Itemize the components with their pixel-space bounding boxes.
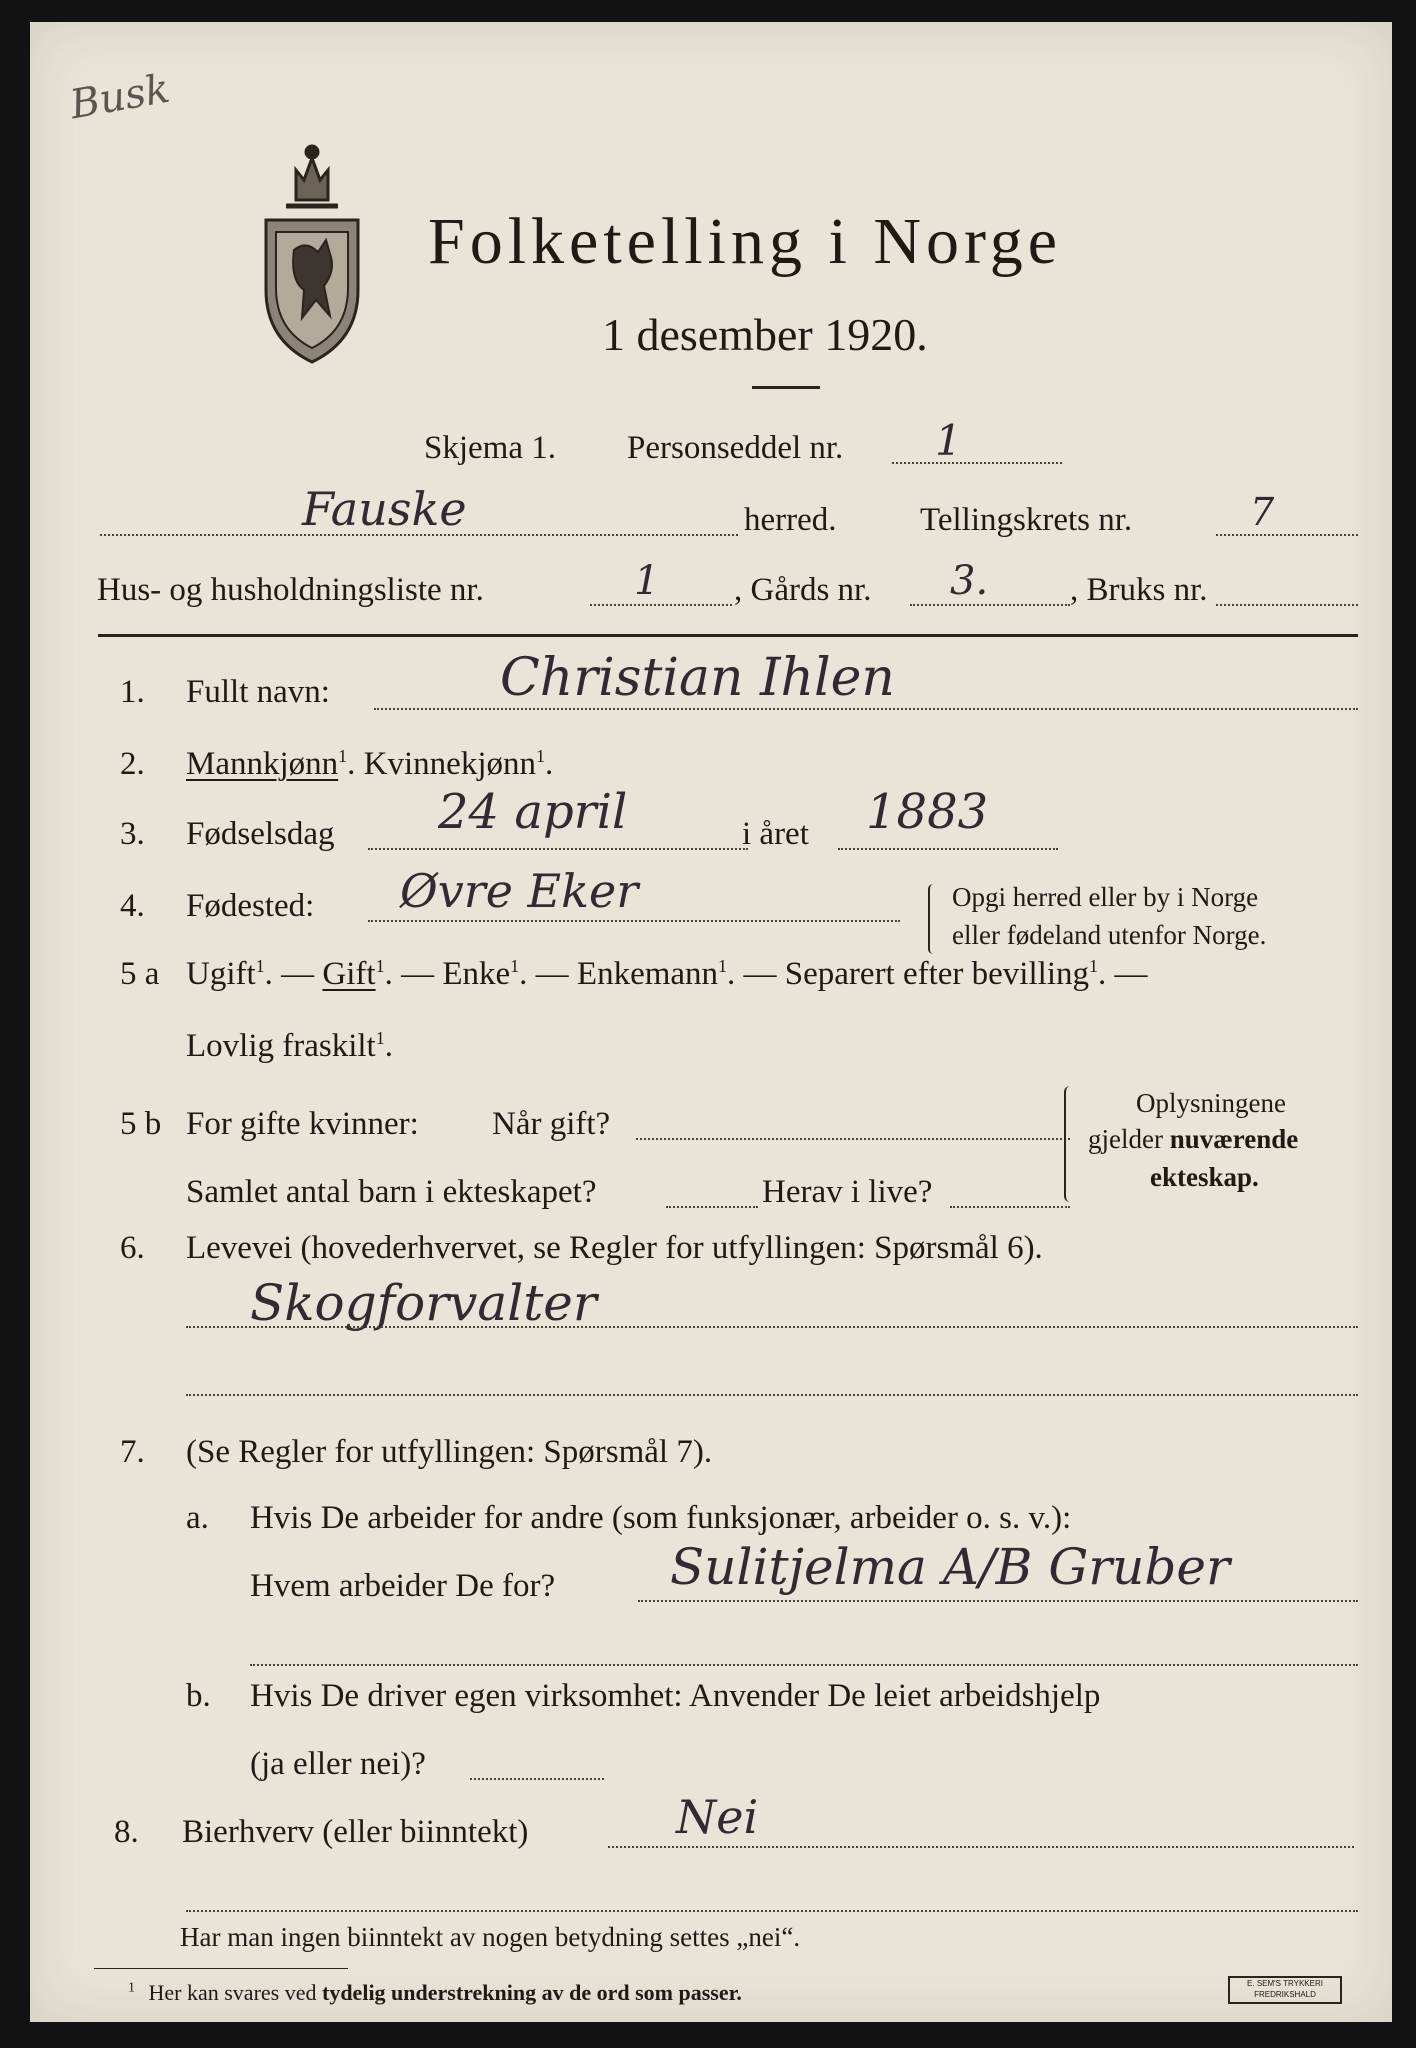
q7-label: (Se Regler for utfyllingen: Spørsmål 7).: [186, 1434, 713, 1470]
q7b-letter: b.: [186, 1678, 211, 1714]
employer-field-line-2: [250, 1664, 1358, 1666]
birth-year-value: 1883: [866, 784, 989, 840]
personseddel-value: 1: [935, 416, 962, 465]
separert-option: Separert efter bevilling: [784, 956, 1089, 992]
full-name-value: Christian Ihlen: [500, 648, 895, 708]
household-list-label: Hus- og husholdningsliste nr.: [97, 572, 484, 608]
q5a-number: 5 a: [120, 956, 160, 992]
census-date: 1 desember 1920.: [602, 309, 928, 360]
children-label: Samlet antal barn i ekteskapet?: [186, 1174, 597, 1210]
footnote-marker: 1: [255, 956, 265, 976]
q3-number: 3.: [120, 816, 145, 852]
naar-gift-field-line: [636, 1138, 1070, 1140]
footnote-marker: 1: [536, 746, 545, 766]
gift-option: Gift: [322, 956, 376, 992]
birthplace-field-line: [368, 920, 900, 922]
marriage-note-brace: [1064, 1086, 1076, 1202]
q1-field-line: [374, 708, 1358, 710]
q7b-field-line: [470, 1778, 604, 1780]
birthplace-note-brace: [928, 884, 938, 954]
year-label: i året: [742, 816, 809, 852]
title-divider: [752, 386, 820, 389]
employer-field-line: [638, 1600, 1358, 1602]
q7b-text: Hvis De driver egen virksomhet: Anvender De leiet arbeidshjelp: [250, 1678, 1101, 1714]
footer-note: Har man ingen biinntekt av nogen betydning settes „nei“.: [180, 1922, 801, 1952]
q6-number: 6.: [120, 1230, 145, 1266]
birthplace-value: Øvre Eker: [400, 864, 639, 918]
schema-label: Skjema 1.: [424, 430, 556, 466]
marriage-note-line1: Oplysningene: [1136, 1088, 1286, 1118]
tellingskrets-label: Tellingskrets nr.: [920, 502, 1133, 538]
herred-value: Fauske: [302, 482, 467, 536]
occupation-field-line-2: [186, 1394, 1358, 1396]
footnote-marker: 1: [718, 956, 728, 976]
enkemann-option: Enkemann: [576, 956, 719, 992]
gards-label: , Gårds nr.: [734, 572, 872, 608]
tellingskrets-field-line: [1216, 534, 1358, 536]
footnote: $^1$ Her kan svares ved tydelig understrekning av de ord som passer.: [128, 1980, 742, 2005]
q1-label: Fullt navn:: [186, 674, 330, 710]
census-form: [30, 22, 1392, 2022]
marital-options: Ugift$^1$. — Gift$^1$. — Enke$^1$. — Enkemann$^1$. — Separert efter bevilling$^1$. —: [186, 956, 1148, 992]
q8-label: Bierhverv (eller biinntekt): [182, 1814, 529, 1850]
bruks-field-line: [1216, 604, 1358, 606]
employer-value: Sulitjelma A/B Gruber: [670, 1538, 1230, 1596]
year-field-line: [838, 848, 1058, 850]
footnote-marker: 1: [510, 956, 520, 976]
herred-label: herred.: [744, 502, 837, 538]
alive-field-line: [950, 1206, 1070, 1208]
side-income-value: Nei: [676, 1790, 759, 1844]
header-divider: [98, 634, 1358, 637]
ugift-option: Ugift: [186, 956, 256, 992]
footnote-marker: 1: [375, 1028, 385, 1048]
q1-number: 1.: [120, 674, 145, 710]
q2-options: Mannkjønn$^1$. Kvinnekjønn$^1$.: [186, 746, 554, 782]
birthplace-note-line1: Opgi herred eller by i Norge: [952, 882, 1259, 912]
tellingskrets-value: 7: [1250, 490, 1275, 534]
fraskilt-option: Lovlig fraskilt: [186, 1028, 376, 1064]
q4-number: 4.: [120, 888, 145, 924]
q8-number: 8.: [114, 1814, 139, 1850]
footer-divider: [94, 1968, 348, 1969]
occupation-value: Skogforvalter: [250, 1274, 597, 1332]
q2-number: 2.: [120, 746, 145, 782]
alive-label: Herav i live?: [762, 1174, 933, 1210]
q5b-number: 5 b: [120, 1106, 162, 1142]
side-income-field-line: [608, 1846, 1354, 1848]
footnote-marker: 1: [128, 1980, 135, 1996]
household-list-field-line: [590, 604, 732, 606]
male-option: Mannkjønn: [186, 746, 339, 782]
q6-label: Levevei (hovederhvervet, se Regler for utfyllingen: Spørsmål 6).: [186, 1230, 1043, 1266]
birthday-value: 24 april: [438, 784, 628, 840]
female-option: Kvinnekjønn: [363, 746, 536, 782]
gards-value: 3.: [950, 558, 989, 604]
form-title: Folketelling i Norge: [428, 205, 1063, 278]
printer-stamp: E. SEM'S TRYKKERI FREDRIKSHALD: [1228, 1976, 1342, 2004]
birthplace-note-line2: eller fødeland utenfor Norge.: [952, 920, 1267, 950]
q7a-text: Hvis De arbeider for andre (som funksjonær, arbeider o. s. v.):: [250, 1500, 1072, 1536]
q4-label: Fødested:: [186, 888, 315, 924]
gards-field-line: [910, 604, 1070, 606]
q7b-question: (ja eller nei)?: [250, 1746, 426, 1782]
fraskilt-option-line: Lovlig fraskilt$^1$.: [186, 1028, 393, 1064]
q7a-letter: a.: [186, 1500, 209, 1536]
margin-note: Busk: [66, 65, 174, 129]
enke-option: Enke: [442, 956, 511, 992]
children-field-line: [666, 1206, 758, 1208]
side-income-field-line-2: [186, 1910, 1358, 1912]
footnote-marker: 1: [1088, 956, 1098, 976]
q7-number: 7.: [120, 1434, 145, 1470]
personseddel-field-line: [892, 462, 1062, 464]
footnote-marker: 1: [375, 956, 385, 976]
marriage-note-line3: ekteskap.: [1150, 1162, 1259, 1192]
employer-label: Hvem arbeider De for?: [250, 1568, 556, 1604]
footnote-marker: 1: [338, 746, 348, 766]
naar-gift-label: Når gift?: [492, 1106, 611, 1142]
birthday-field-line: [368, 848, 748, 850]
q3-label: Fødselsdag: [186, 816, 335, 852]
occupation-field-line-1: [186, 1326, 1358, 1328]
marriage-note-line2: gjelder nuværende: [1088, 1124, 1299, 1154]
personseddel-label: Personseddel nr.: [627, 430, 844, 466]
household-list-value: 1: [634, 558, 660, 604]
q5b-label: For gifte kvinner:: [186, 1106, 419, 1142]
bruks-label: , Bruks nr.: [1070, 572, 1208, 608]
coat-of-arms-icon: [256, 140, 368, 370]
